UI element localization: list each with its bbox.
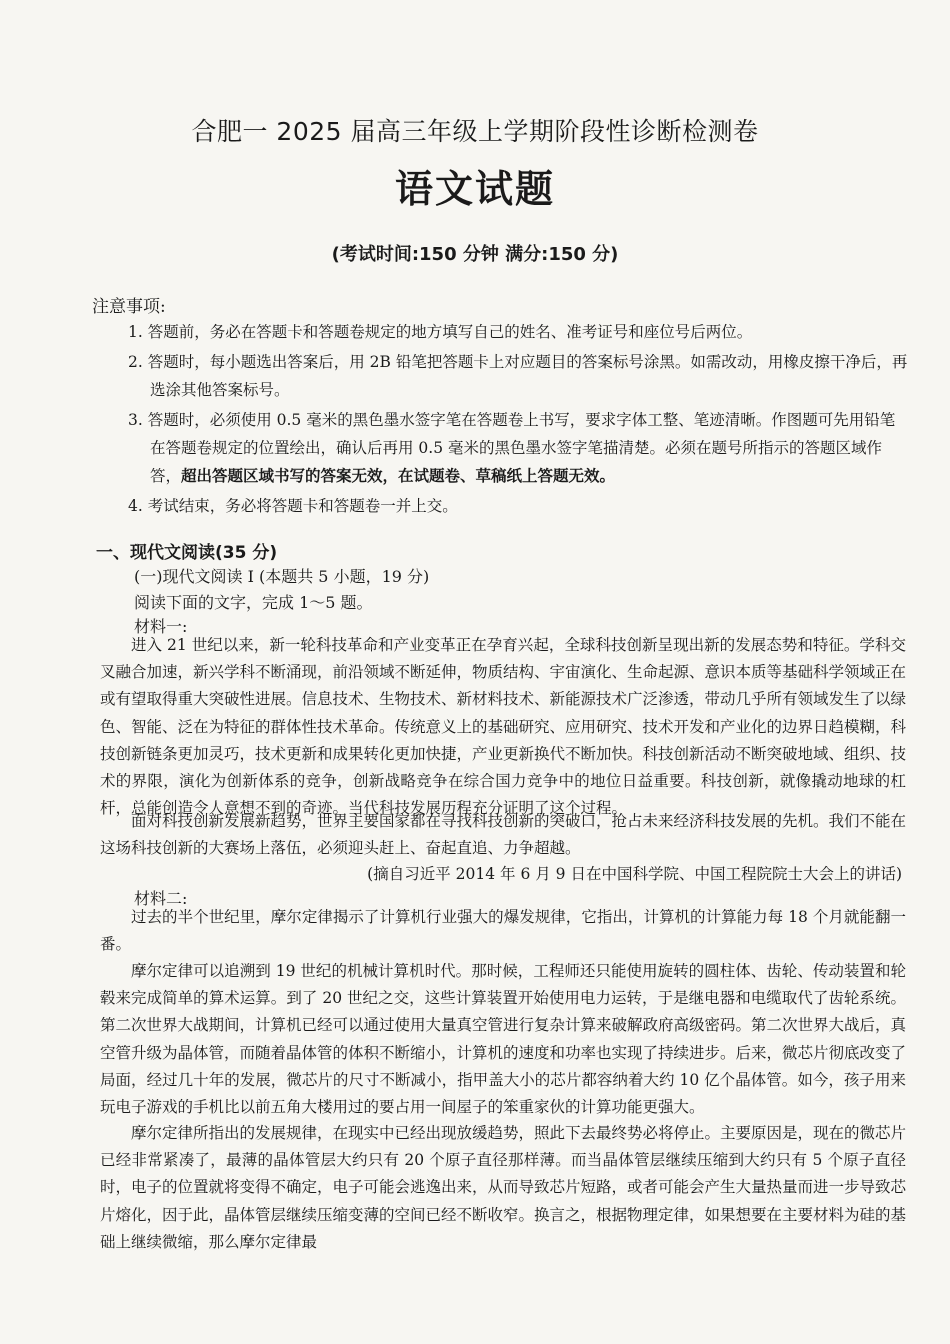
note-item-3-emphasis: 超出答题区域书写的答案无效，在试题卷、草稿纸上答题无效。: [181, 467, 616, 485]
material-1-source: (摘自习近平 2014 年 6 月 9 日在中国科学院、中国工程院院士大会上的讲话): [367, 865, 902, 883]
material-2-paragraph-3: 摩尔定律所指出的发展规律，在现实中已经出现放缓趋势，照此下去最终势必将停止。主要原因是，现在的微芯片已经非常紧凑了，最薄的晶体管层大约只有 20 个原子直径那样薄。而当晶体管层继续压缩到大约只有 5 个原子直径时，电子的位置就将变得不确定，电子可能会逃逸出来，从而导致芯片短路，或者可能会产生大量热量而进一步导致芯片熔化，因于此，晶体管层继续压缩变薄的空间已经不断收窄。换言之，根据物理定律，如果想要在主要材料为硅的基础上继续微缩，那么摩尔定律最: [100, 1124, 907, 1251]
material-2-label: 材料二:: [134, 889, 188, 908]
note-item-3-text: 3. 答题时，必须使用 0.5 毫米的黑色墨水签字笔在答题卷上书写，要求字体工整、笔迹清晰。作图题可先用铅笔在答题卷规定的位置绘出，确认后再用 0.5 毫米的黑色墨水签字笔描清楚。必须在题号所指示的答题区域作答，: [128, 411, 896, 485]
note-item-2: 2. 答题时，每小题选出答案后，用 2B 铅笔把答题卡上对应题目的答案标号涂黑。如需改动，用橡皮擦干净后，再选涂其他答案标号。: [128, 353, 908, 399]
material-1-paragraph-2: 面对科技创新发展新趋势，世界主要国家都在寻找科技创新的突破口，抢占未来经济科技发展的先机。我们不能在这场科技创新的大赛场上落伍，必须迎头赶上、奋起直追、力争超越。: [100, 812, 907, 858]
note-item-1: 1. 答题前，务必在答题卡和答题卷规定的地方填写自己的姓名、准考证号和座位号后两位。: [128, 323, 753, 341]
page-title: 语文试题: [394, 166, 555, 211]
exam-info: (考试时间:150 分钟 满分:150 分): [331, 244, 619, 265]
note-item-4: 4. 考试结束，务必将答题卡和答题卷一并上交。: [128, 497, 458, 515]
material-2-paragraph-2: 摩尔定律可以追溯到 19 世纪的机械计算机时代。那时候，工程师还只能使用旋转的圆柱体、齿轮、传动装置和轮毂来完成简单的算术运算。到了 20 世纪之交，这些计算装置开始使用电力运转，于是继电器和电缆取代了齿轮系统。第二次世界大战期间，计算机已经可以通过使用大量真空管进行复杂计算来破解政府高级密码。第二次世界大战后，真空管升级为晶体管，而随着晶体管的体积不断缩小，计算机的速度和功率也实现了持续进步。后来，微芯片彻底改变了局面，经过几十年的发展，微芯片的尺寸不断减小，指甲盖大小的芯片都容纳着大约 10 亿个晶体管。如今，孩子用来玩电子游戏的手机比以前五角大楼用过的要占用一间屋子的笨重家伙的计算功能更强大。: [100, 962, 907, 1117]
material-1-label: 材料一:: [134, 617, 188, 636]
instruction: 阅读下面的文字，完成 1～5 题。: [134, 593, 373, 612]
exam-header: 合肥一 2025 届高三年级上学期阶段性诊断检测卷: [191, 117, 759, 146]
notes-heading: 注意事项:: [92, 297, 166, 317]
material-1-paragraph-1: 进入 21 世纪以来，新一轮科技革命和产业变革正在孕育兴起，全球科技创新呈现出新的发展态势和特征。学科交叉融合加速，新兴学科不断涌现，前沿领域不断延伸，物质结构、宇宙演化、生命起源、意识本质等基础科学领域正在或有望取得重大突破性进展。信息技术、生物技术、新材料技术、新能源技术广泛渗透，带动几乎所有领域发生了以绿色、智能、泛在为特征的群体性技术革命。传统意义上的基础研究、应用研究、技术开发和产业化的边界日趋模糊，科技创新链条更加灵巧，技术更新和成果转化更加快捷，产业更新换代不断加快。科技创新活动不断突破地域、组织、技术的界限，演化为创新体系的竞争，创新战略竞争在综合国力竞争中的地位日益重要。科技创新，就像撬动地球的杠杆，总能创造令人意想不到的奇迹。当代科技发展历程充分证明了这个过程。: [100, 636, 907, 818]
material-2-paragraph-1: 过去的半个世纪里，摩尔定律揭示了计算机行业强大的爆发规律，它指出，计算机的计算能力每 18 个月就能翻一番。: [100, 908, 906, 954]
subsection-title: (一)现代文阅读 I (本题共 5 小题，19 分): [134, 567, 430, 586]
section-title: 一、现代文阅读(35 分): [96, 543, 278, 563]
note-item-3: [128, 406, 908, 490]
notes-list: [128, 318, 908, 522]
